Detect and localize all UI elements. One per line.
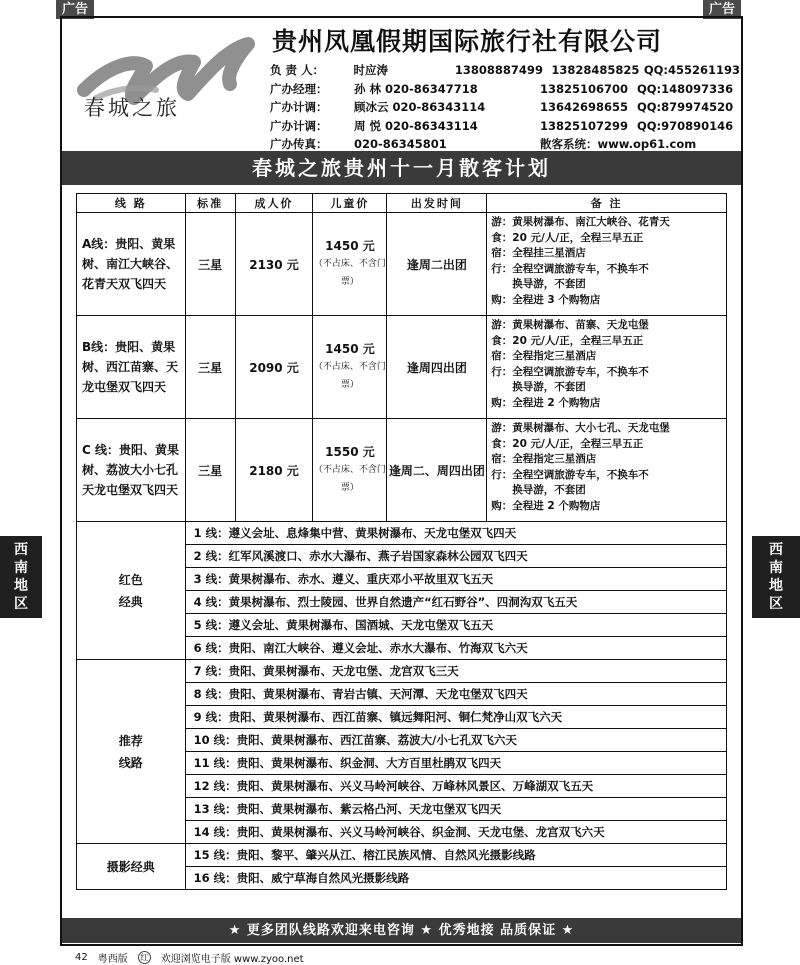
note-line: 宿：全程挂三星酒店 xyxy=(491,247,586,259)
company-name: 贵州凤凰假期国际旅行社有限公司 xyxy=(272,27,663,56)
table-row xyxy=(77,419,727,522)
contact-row xyxy=(270,80,740,99)
group-label-line: 推荐 xyxy=(118,733,143,748)
contact-phone: 13808887499 xyxy=(454,63,543,77)
col-header-route: 线 路 xyxy=(77,194,186,213)
note-line: 宿：全程指定三星酒店 xyxy=(491,350,597,362)
col-header-adult: 成人价 xyxy=(235,194,313,213)
side-tab-left xyxy=(0,536,42,618)
contact-list xyxy=(270,61,740,154)
child-price-cell xyxy=(313,419,387,522)
route-cell: A线：贵阳、黄果树、南江大峡谷、花青天双飞四天 xyxy=(77,213,186,316)
contact-mobile: 13825106700 xyxy=(540,81,629,96)
side-tab-char: 南 xyxy=(14,560,28,576)
table-row xyxy=(77,213,727,316)
contact-fax: 020-86345801 xyxy=(354,137,447,152)
standard-cell: 三星 xyxy=(185,213,235,316)
route-line: 10 线：贵阳、黄果树瀑布、西江苗寨、荔波大/小七孔双飞六天 xyxy=(185,729,726,752)
contact-row xyxy=(270,98,740,117)
child-price-note: （不占床、不含门票） xyxy=(313,362,386,390)
depart-cell: 逢周二、周四出团 xyxy=(387,419,487,522)
note-line: 游：黄果树瀑布、大小七孔、天龙屯堡 xyxy=(491,422,670,434)
page-title-banner: 春城之旅贵州十一月散客计划 xyxy=(62,151,741,185)
notes-cell xyxy=(487,213,727,316)
contact-mobile: 13825107299 xyxy=(540,118,629,133)
note-line: 宿：全程指定三星酒店 xyxy=(491,453,597,465)
contact-qq: QQ:455261193 xyxy=(643,63,740,77)
child-price: 1550 元 xyxy=(325,445,375,459)
group-label-line: 摄影经典 xyxy=(106,859,155,874)
contact-row xyxy=(270,61,740,80)
contact-qq: QQ:148097336 xyxy=(637,81,734,96)
route-line: 12 线：贵阳、黄果树瀑布、兴义马岭河峡谷、万峰林风景区、万峰湖双飞五天 xyxy=(185,775,726,798)
table-row xyxy=(77,660,727,683)
note-line: 食：20 元/人/正，全程三早五正 xyxy=(491,437,644,450)
route-line: 6 线：贵阳、南江大峡谷、遵义会址、赤水大瀑布、竹海双飞六天 xyxy=(185,637,726,660)
table-row xyxy=(77,522,727,545)
note-line: 食：20 元/人/正，全程三早五正 xyxy=(491,334,644,347)
route-line: 9 线：贵阳、黄果树瀑布、西江苗寨、镇远舞阳河、铜仁梵净山双飞六天 xyxy=(185,706,726,729)
note-line: 购：全程进 2 个购物店 xyxy=(491,499,601,512)
child-price: 1450 元 xyxy=(325,342,375,356)
route-line: 5 线：遵义会址、黄果树瀑布、国酒城、天龙屯堡双飞五天 xyxy=(185,614,726,637)
note-line: 行：全程空调旅游专车，不换车不 xyxy=(491,468,649,481)
group-label-photography xyxy=(77,844,186,890)
note-line: 换导游，不套团 xyxy=(491,484,586,496)
child-price-note: （不占床、不含门票） xyxy=(313,465,386,493)
standard-cell: 三星 xyxy=(185,316,235,419)
side-tab-char: 区 xyxy=(769,596,783,612)
side-tab-char: 区 xyxy=(14,596,28,612)
note-line: 行：全程空调旅游专车，不换车不 xyxy=(491,262,649,275)
ad-label-right: 广告 xyxy=(703,0,741,19)
depart-cell: 逢周四出团 xyxy=(387,316,487,419)
page-footer xyxy=(75,950,304,965)
brand-seal-icon: 红 xyxy=(138,951,151,964)
contact-name: 孙 林 020-86347718 xyxy=(354,81,478,96)
contact-role: 广办传真： xyxy=(270,137,328,152)
contact-qq: QQ:970890146 xyxy=(637,118,734,133)
route-line: 15 线：贵阳、黎平、肇兴从江、榕江民族风情、自然风光摄影线路 xyxy=(185,844,726,867)
group-label-line: 红色 xyxy=(118,572,143,587)
tour-table xyxy=(76,193,727,890)
contact-role: 广办经理： xyxy=(270,81,328,96)
col-header-notes: 备 注 xyxy=(487,194,727,213)
contact-name: 顾冰云 020-86343114 xyxy=(354,100,486,115)
route-line: 14 线：贵阳、黄果树瀑布、兴义马岭河峡谷、织金洞、天龙屯堡、龙宫双飞六天 xyxy=(185,821,726,844)
child-price-cell xyxy=(313,316,387,419)
contact-name: 周 悦 020-86343114 xyxy=(354,118,478,133)
contact-row xyxy=(270,117,740,136)
child-price: 1450 元 xyxy=(325,239,375,253)
ad-label-left: 广告 xyxy=(56,0,94,19)
contact-mobile: 13828485825 xyxy=(551,63,640,77)
route-line: 8 线：贵阳、黄果树瀑布、青岩古镇、天河潭、天龙屯堡双飞四天 xyxy=(185,683,726,706)
note-line: 行：全程空调旅游专车，不换车不 xyxy=(491,365,649,378)
route-line: 3 线：黄果树瀑布、赤水、遵义、重庆邓小平故里双飞五天 xyxy=(185,568,726,591)
logo-text: 春城之旅 xyxy=(84,96,180,120)
table-row xyxy=(77,316,727,419)
note-line: 游：黄果树瀑布、南江大峡谷、花青天 xyxy=(491,216,670,228)
depart-cell: 逢周二出团 xyxy=(387,213,487,316)
contact-name: 时应涛 xyxy=(353,63,389,77)
note-line: 换导游，不套团 xyxy=(491,278,586,290)
contact-mobile: 13642698655 xyxy=(540,100,629,115)
notes-cell xyxy=(487,419,727,522)
footer-website[interactable]: 欢迎浏览电子版 www.zyoo.net xyxy=(160,954,304,965)
contact-role: 广办计调： xyxy=(270,100,328,115)
standard-cell: 三星 xyxy=(185,419,235,522)
col-header-child: 儿童价 xyxy=(313,194,387,213)
notes-cell xyxy=(487,316,727,419)
side-tab-right xyxy=(752,536,800,618)
group-label-recommended xyxy=(77,660,186,844)
contact-role: 负 责 人： xyxy=(270,63,325,77)
adult-price-cell: 2090 元 xyxy=(235,316,313,419)
side-tab-char: 地 xyxy=(769,578,783,594)
route-line: 1 线：遵义会址、息烽集中营、黄果树瀑布、天龙屯堡双飞四天 xyxy=(185,522,726,545)
side-tab-char: 地 xyxy=(14,578,28,594)
group-label-red-classic xyxy=(77,522,186,660)
contact-role: 广办计调： xyxy=(270,118,328,133)
note-line: 游：黄果树瀑布、苗寨、天龙屯堡 xyxy=(491,319,649,331)
route-cell: B线：贵阳、黄果树、西江苗寨、天龙屯堡双飞四天 xyxy=(77,316,186,419)
contact-qq: QQ:879974520 xyxy=(637,100,734,115)
route-line: 4 线：黄果树瀑布、烈士陵园、世界自然遗产“红石野谷”、四洞沟双飞五天 xyxy=(185,591,726,614)
note-line: 食：20 元/人/正，全程三早五正 xyxy=(491,231,644,244)
route-line: 13 线：贵阳、黄果树瀑布、紫云格凸河、天龙屯堡双飞四天 xyxy=(185,798,726,821)
route-line: 16 线：贵阳、威宁草海自然风光摄影线路 xyxy=(185,867,726,890)
bottom-banner: ★ 更多团队线路欢迎来电咨询 ★ 优秀地接 品质保证 ★ xyxy=(62,918,741,943)
group-label-line: 经典 xyxy=(118,594,143,609)
child-price-note: （不占床、不含门票） xyxy=(313,259,386,287)
side-tab-char: 南 xyxy=(769,560,783,576)
group-label-line: 线路 xyxy=(118,755,143,770)
page-number: 42 xyxy=(75,952,88,963)
note-line: 购：全程进 2 个购物店 xyxy=(491,396,601,409)
contact-website[interactable]: 散客系统：www.op61.com xyxy=(540,137,697,152)
child-price-cell xyxy=(313,213,387,316)
note-line: 购：全程进 3 个购物店 xyxy=(491,293,601,306)
route-line: 7 线：贵阳、黄果树瀑布、天龙屯堡、龙宫双飞三天 xyxy=(185,660,726,683)
table-row xyxy=(77,844,727,867)
side-tab-char: 西 xyxy=(14,542,28,558)
route-line: 11 线：贵阳、黄果树瀑布、织金洞、大方百里杜鹃双飞四天 xyxy=(185,752,726,775)
edition-label: 粤西版 xyxy=(97,954,128,965)
side-tab-char: 西 xyxy=(769,542,783,558)
route-line: 2 线：红军风溪渡口、赤水大瀑布、燕子岩国家森林公园双飞四天 xyxy=(185,545,726,568)
note-line: 换导游，不套团 xyxy=(491,381,586,393)
adult-price-cell: 2180 元 xyxy=(235,419,313,522)
col-header-standard: 标准 xyxy=(185,194,235,213)
route-cell: C 线：贵阳、黄果树、荔波大小七孔天龙屯堡双飞四天 xyxy=(77,419,186,522)
adult-price-cell: 2130 元 xyxy=(235,213,313,316)
col-header-depart: 出发时间 xyxy=(387,194,487,213)
table-header-row xyxy=(77,194,727,213)
